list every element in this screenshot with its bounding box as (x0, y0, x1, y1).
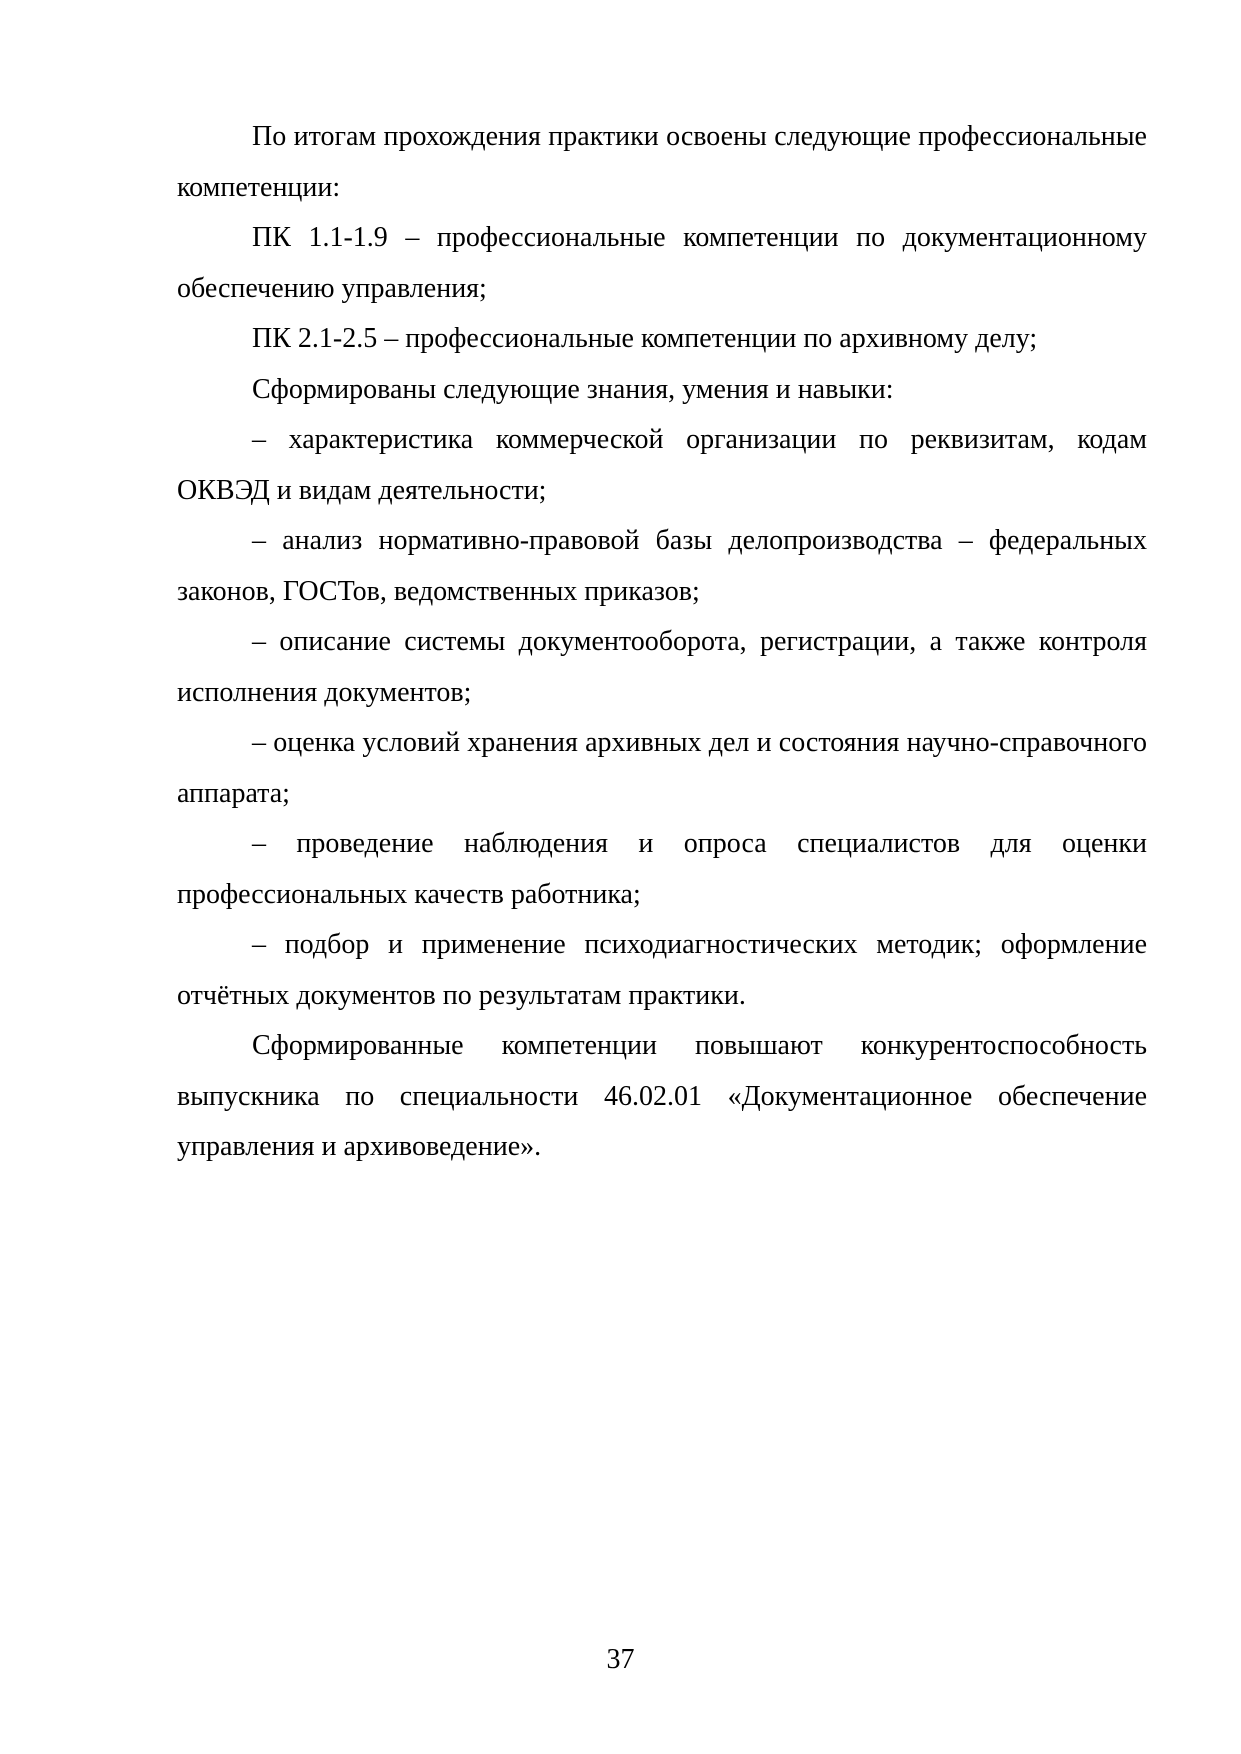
paragraph-practice-results: По итогам прохождения практики освоены следующие профессиональные компетенции: (177, 121, 1147, 203)
paragraph-conclusion: Сформированные компетенции повышают конкурентоспособность выпускника по специальности 46.02.01 «Документационное обеспечение управления и архивоведение». (177, 1030, 1147, 1162)
paragraph-pk-1: ПК 1.1-1.9 – профессиональные компетенции по документационному обеспечению управления; (177, 222, 1147, 304)
page-body (177, 112, 1147, 1173)
list-item-archive: – оценка условий хранения архивных дел и состояния научно-справочного аппарата; (177, 727, 1147, 809)
paragraph-skills-intro: Сформированы следующие знания, умения и навыки: (252, 373, 894, 405)
list-item-legal-base: – анализ нормативно-правовой базы делопроизводства – федеральных законов, ГОСТов, ведомственных приказов; (177, 525, 1147, 607)
list-item-survey: – проведение наблюдения и опроса специалистов для оценки профессиональных качеств работника; (177, 828, 1147, 910)
paragraph-pk-2: ПК 2.1-2.5 – профессиональные компетенции по архивному делу; (252, 323, 1038, 354)
list-item-document-flow: – описание системы документооборота, регистрации, а также контроля исполнения документов; (177, 626, 1147, 708)
list-item-organization: – характеристика коммерческой организации по реквизитам, кодам ОКВЭД и видам деятельности; (177, 424, 1147, 506)
list-item-methods: – подбор и применение психодиагностических методик; оформление отчётных документов по результатам практики. (177, 929, 1147, 1011)
page-number: 37 (606, 1644, 635, 1675)
